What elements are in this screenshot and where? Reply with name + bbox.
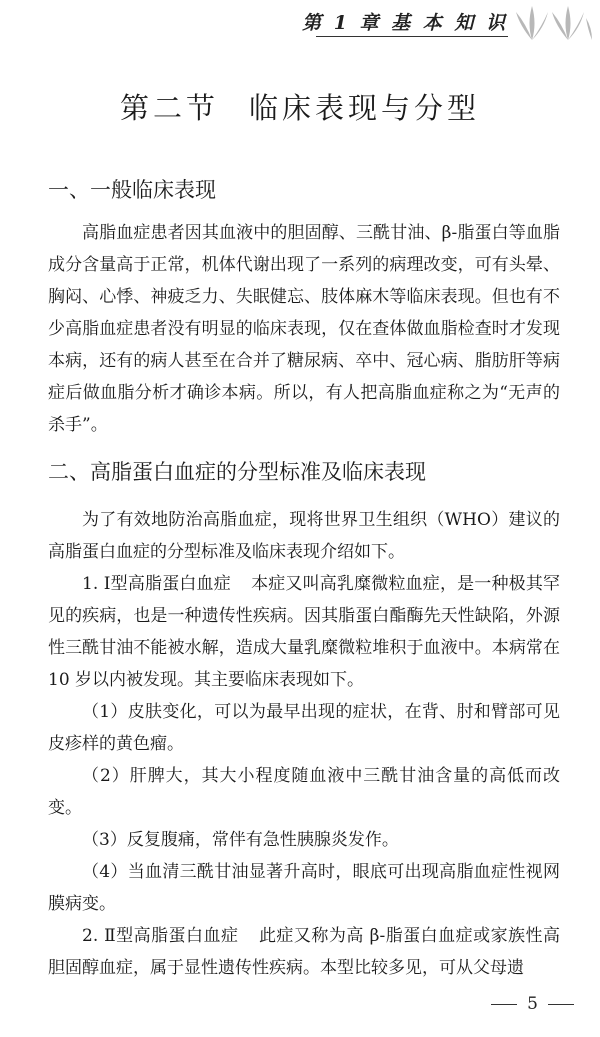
header-rule bbox=[316, 36, 508, 37]
list-item-3: （3）反复腹痛，常伴有急性胰腺炎发作。 bbox=[82, 830, 399, 850]
page-footer bbox=[481, 994, 584, 1014]
list-item-2: （2）肝脾大，其大小程度随血液中三酰甘油含量的高低而改变。 bbox=[48, 766, 560, 818]
paragraph-classification-intro: 为了有效地防治高脂血症，现将世界卫生组织（WHO）建议的高脂蛋白血症的分型标准及临床表现介绍如下。 bbox=[48, 510, 560, 562]
type1-text: 本症又叫高乳糜微粒血症，是一种极其罕见的疾病，也是一种遗传性疾病。因其脂蛋白酯酶先天性缺陷，外源性三酰甘油不能被水解，造成大量乳糜微粒堆积于血液中。本病常在 10 岁以内被发现。其主要临床表现如下。 bbox=[48, 574, 560, 690]
paragraph-type2 bbox=[48, 920, 560, 984]
page-title bbox=[0, 86, 600, 127]
type2-label: 2. Ⅱ型高脂蛋白血症 bbox=[82, 926, 239, 946]
paragraph-type1 bbox=[48, 568, 560, 696]
chapter-title: 第 1 章 基 本 知 识 bbox=[302, 12, 508, 34]
type1-label: 1. Ⅰ型高脂蛋白血症 bbox=[82, 574, 231, 594]
running-header bbox=[0, 0, 600, 46]
heading-classification: 二、高脂蛋白血症的分型标准及临床表现 bbox=[48, 460, 426, 484]
type2-text: 此症又称为高 β-脂蛋白血症或家族性高胆固醇血症，属于显性遗传性疾病。本型比较多见，可从父母遗 bbox=[48, 926, 560, 978]
heading-general-presentation: 一、一般临床表现 bbox=[48, 178, 216, 202]
page-number: 5 bbox=[527, 994, 538, 1014]
leaf-ornament-icon bbox=[512, 4, 594, 44]
section-number: 第二节 bbox=[119, 91, 219, 125]
list-item-1: （1）皮肤变化，可以为最早出现的症状，在背、肘和臂部可见皮疹样的黄色瘤。 bbox=[48, 702, 560, 754]
section-name: 临床表现与分型 bbox=[249, 91, 481, 125]
paragraph-general: 高脂血症患者因其血液中的胆固醇、三酰甘油、β-脂蛋白等血脂成分含量高于正常，机体代谢出现了一系列的病理改变，可有头晕、胸闷、心悸、神疲乏力、失眠健忘、肢体麻木等临床表现。但也有不少高脂血症患者没有明显的临床表现，仅在查体做血脂检查时才发现本病，还有的病人甚至在合并了糖尿病、卒中、冠心病、脂肪肝等病症后做血脂分析才确诊本病。所以，有人把高脂血症称之为“无声的杀手”。 bbox=[48, 223, 560, 435]
list-item-4: （4）当血清三酰甘油显著升高时，眼底可出现高脂血症性视网膜病变。 bbox=[48, 862, 560, 914]
